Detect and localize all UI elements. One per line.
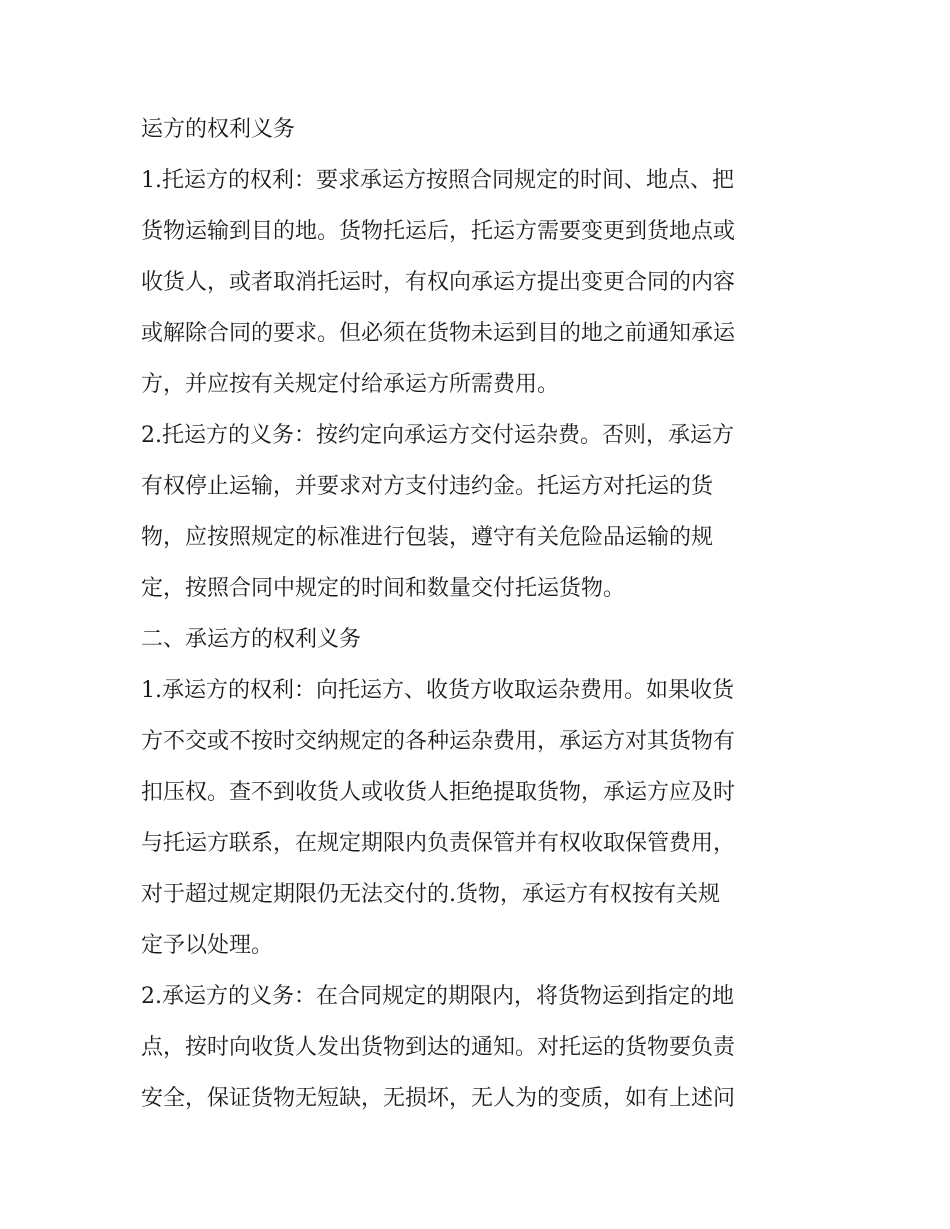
text-line: 收货人，或者取消托运时，有权向承运方提出变更合同的内容 <box>141 270 736 295</box>
text-line: 定予以处理。 <box>141 933 274 958</box>
text-line: 1.承运方的权利：向托运方、收货方收取运杂费用。如果收货 <box>141 678 734 703</box>
text-line: 与托运方联系，在规定期限内负责保管并有权收取保管费用， <box>141 831 736 856</box>
text-line: 扣压权。查不到收货人或收货人拒绝提取货物，承运方应及时 <box>141 780 736 805</box>
section-heading-carrier: 二、承运方的权利义务 <box>141 627 362 652</box>
section-heading-shipper: 运方的权利义务 <box>141 117 296 142</box>
text-line: 或解除合同的要求。但必须在货物未运到目的地之前通知承运 <box>141 321 736 346</box>
text-line: 定，按照合同中规定的时间和数量交付托运货物。 <box>141 576 626 601</box>
text-line: 2.承运方的义务：在合同规定的期限内，将货物运到指定的地 <box>141 984 734 1009</box>
text-line: 货物运输到目的地。货物托运后，托运方需要变更到货地点或 <box>141 219 736 244</box>
text-line: 1.托运方的权利：要求承运方按照合同规定的时间、地点、把 <box>141 168 734 193</box>
text-line: 方不交或不按时交纳规定的各种运杂费用，承运方对其货物有 <box>141 729 736 754</box>
text-line: 安全，保证货物无短缺，无损坏，无人为的变质，如有上述问 <box>141 1086 736 1111</box>
text-line: 2.托运方的义务：按约定向承运方交付运杂费。否则，承运方 <box>141 423 734 448</box>
text-line: 有权停止运输，并要求对方支付违约金。托运方对托运的货 <box>141 474 714 499</box>
text-line: 对于超过规定期限仍无法交付的.货物，承运方有权按有关规 <box>141 882 720 907</box>
text-line: 方，并应按有关规定付给承运方所需费用。 <box>141 372 560 397</box>
text-line: 物，应按照规定的标准进行包装，遵守有关危险品运输的规 <box>141 525 714 550</box>
document-body <box>141 110 821 1130</box>
text-line: 点，按时向收货人发出货物到达的通知。对托运的货物要负责 <box>141 1035 736 1060</box>
